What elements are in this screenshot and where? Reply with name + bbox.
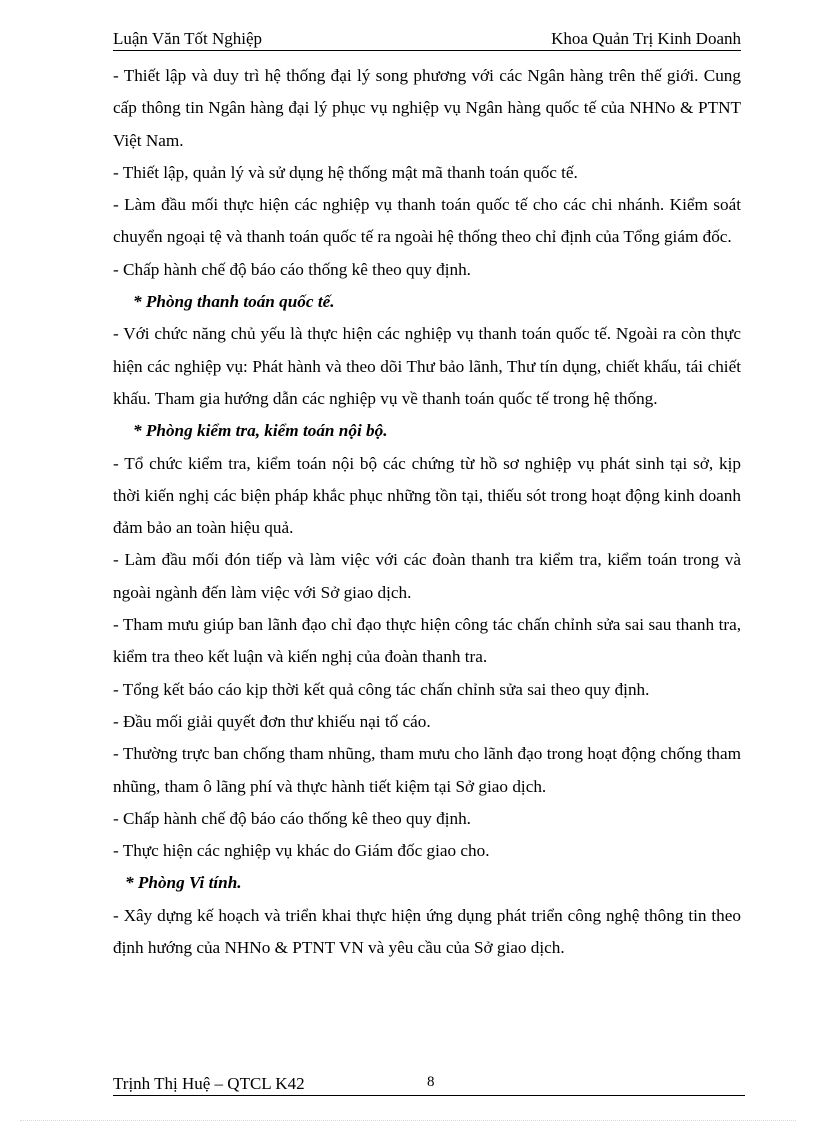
paragraph-bullet: - Chấp hành chế độ báo cáo thống kê theo quy định. — [113, 259, 471, 279]
paragraph-bullet: - Chấp hành chế độ báo cáo thống kê theo quy định. — [113, 808, 471, 828]
paragraph-bullet: - Thường trực ban chống tham nhũng, tham mưu cho lãnh đạo trong hoạt động chống tham nhũng, tham ô lãng phí và thực hành tiết kiệm tại Sở giao dịch. — [113, 744, 741, 796]
paragraph-bullet: - Với chức năng chủ yếu là thực hiện các nghiệp vụ thanh toán quốc tế. Ngoài ra còn thực hiện các nghiệp vụ: Phát hành và theo dõi Thư bảo lãnh, Thư tín dụng, chiết khấu, tái chiết khấu. Tham gia hướng dẫn các nghiệp vụ về thanh toán quốc tế trong hệ thống. — [113, 324, 741, 408]
paragraph-bullet: - Xây dựng kế hoạch và triển khai thực hiện ứng dụng phát triển công nghệ thông tin theo định hướng của NHNo & PTNT VN và yêu cầu của Sở giao dịch. — [113, 905, 741, 958]
header-faculty-label: Khoa Quản Trị Kinh Doanh — [551, 29, 741, 48]
paragraph-bullet: - Tổ chức kiểm tra, kiểm toán nội bộ các chứng từ hồ sơ nghiệp vụ phát sinh tại sở, kịp thời kiến nghị các biện pháp khắc phục những tồn tại, thiếu sót trong hoạt động kinh doanh đảm bảo an toàn hiệu quả. — [113, 453, 741, 538]
paragraph-bullet: - Thiết lập và duy trì hệ thống đại lý song phương với các Ngân hàng trên thế giới. Cung cấp thông tin Ngân hàng đại lý phục vụ nghiệp vụ Ngân hàng quốc tế của NHNo & PTNT Việt Nam. — [113, 66, 741, 150]
document-body — [113, 60, 741, 964]
section-heading-internal-audit: * Phòng kiểm tra, kiểm toán nội bộ. — [133, 421, 388, 441]
paragraph-bullet: - Tổng kết báo cáo kịp thời kết quả công tác chấn chỉnh sửa sai theo quy định. — [113, 679, 650, 699]
footer-divider — [20, 1120, 796, 1121]
footer-author: Trịnh Thị Huệ – QTCL K42 — [113, 1074, 305, 1093]
page-header — [113, 28, 741, 51]
page-number: 8 — [427, 1074, 435, 1090]
header-thesis-label: Luận Văn Tốt Nghiệp — [113, 29, 263, 48]
paragraph-bullet: - Thực hiện các nghiệp vụ khác do Giám đốc giao cho. — [113, 841, 490, 861]
section-heading-international-payment: * Phòng thanh toán quốc tế. — [133, 292, 335, 312]
paragraph-bullet: - Làm đầu mối thực hiện các nghiệp vụ thanh toán quốc tế cho các chi nhánh. Kiểm soát chuyển ngoại tệ và thanh toán quốc tế ra ngoài hệ thống theo chỉ định của Tổng giám đốc. — [113, 195, 741, 247]
paragraph-bullet: - Làm đầu mối đón tiếp và làm việc với các đoàn thanh tra kiểm tra, kiểm toán trong và ngoài ngành đến làm việc với Sở giao dịch. — [113, 550, 741, 602]
paragraph-bullet: - Tham mưu giúp ban lãnh đạo chỉ đạo thực hiện công tác chấn chỉnh sửa sai sau thanh tra, kiểm tra theo kết luận và kiến nghị của đoàn thanh tra. — [113, 615, 741, 667]
section-heading-it-department: * Phòng Vi tính. — [125, 873, 242, 893]
page-footer — [113, 1073, 745, 1096]
paragraph-bullet: - Đầu mối giải quyết đơn thư khiếu nại tố cáo. — [113, 711, 431, 731]
paragraph-bullet: - Thiết lập, quản lý và sử dụng hệ thống mật mã thanh toán quốc tế. — [113, 162, 578, 182]
